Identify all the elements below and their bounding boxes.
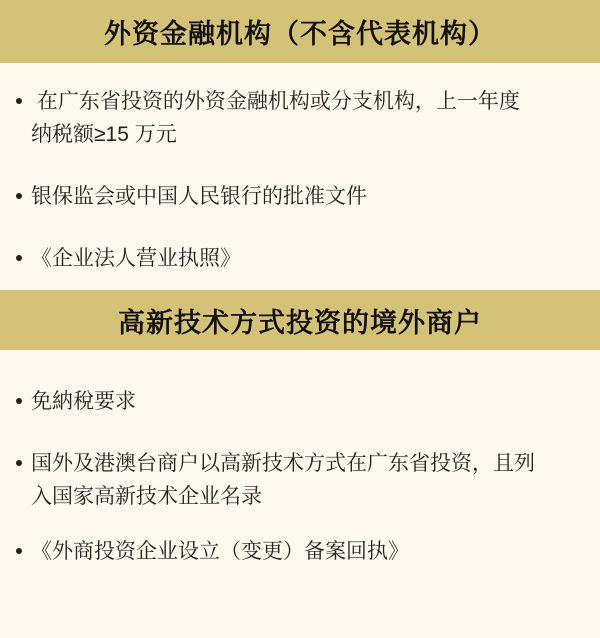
list-item xyxy=(16,447,600,513)
section-header-foreign-financial-institutions xyxy=(0,0,600,63)
list-item xyxy=(16,385,600,418)
list-item-text: 《企业法人营业执照》 xyxy=(31,247,241,270)
requirement-list-foreign-financial xyxy=(0,63,600,275)
list-item xyxy=(16,535,600,568)
section-title: 高新技术方式投资的境外商户 xyxy=(118,307,482,338)
section-header-hightech-overseas-merchants xyxy=(0,290,600,350)
requirement-list-hightech-overseas xyxy=(0,350,600,568)
bullet-icon xyxy=(16,460,22,466)
bullet-icon xyxy=(16,98,22,104)
list-item xyxy=(16,242,600,275)
list-item xyxy=(16,180,600,213)
bullet-icon xyxy=(16,548,22,554)
section-title: 外资金融机构（不含代表机构） xyxy=(104,19,496,49)
list-item-text: 免納稅要求 xyxy=(31,390,136,413)
bullet-icon xyxy=(16,193,22,199)
bullet-icon xyxy=(16,398,22,404)
list-item-text: 《外商投资企业设立（变更）备案回执》 xyxy=(31,540,409,563)
list-item-text: 在广东省投资的外资金融机构或分支机构，上一年度纳税额≥15 万元 xyxy=(31,90,520,146)
list-item-text: 银保监会或中国人民银行的批准文件 xyxy=(31,185,367,208)
list-item-text: 国外及港澳台商户以高新技术方式在广东省投资，且列入国家高新技术企业名录 xyxy=(31,452,535,508)
bullet-icon xyxy=(16,255,22,261)
list-item xyxy=(16,85,600,151)
